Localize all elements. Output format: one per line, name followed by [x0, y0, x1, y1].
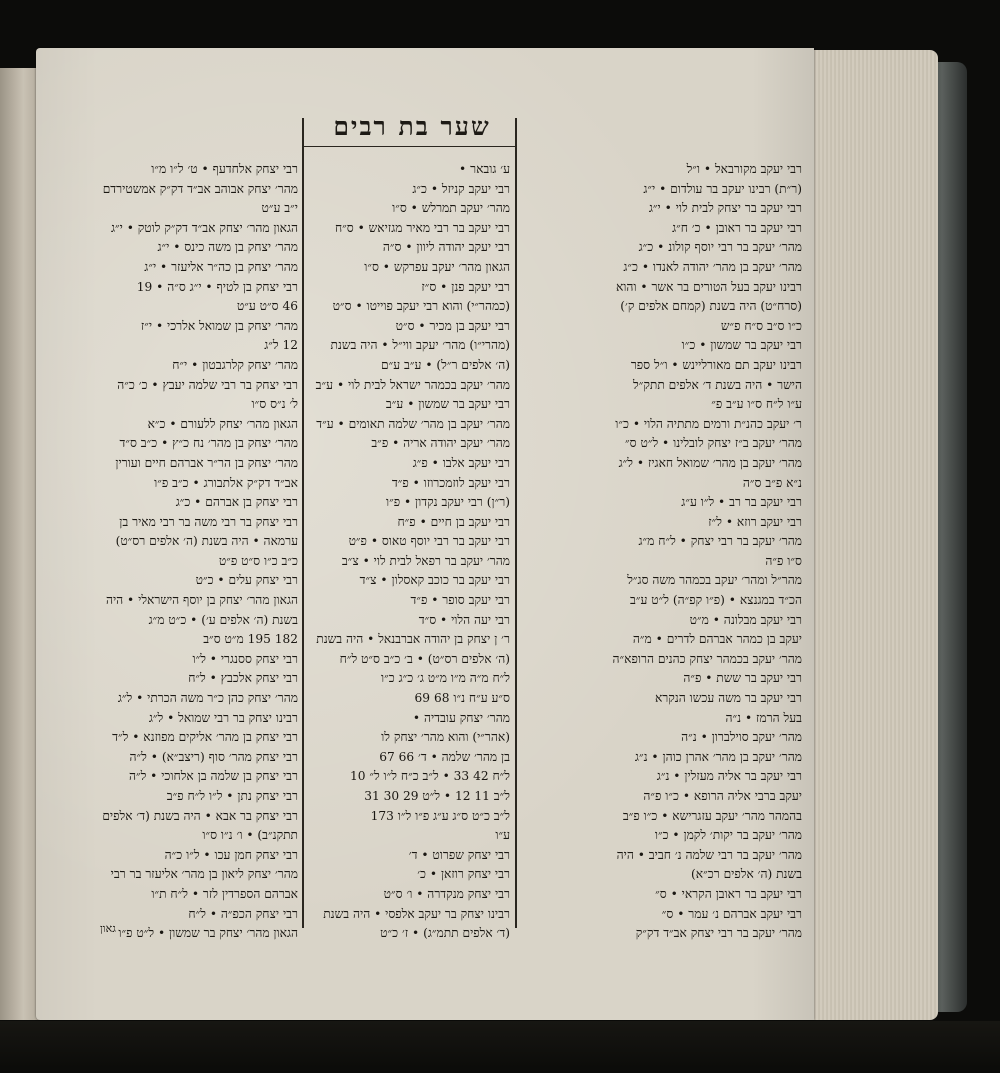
page-title: שער בת רבים — [333, 112, 491, 141]
index-entry: רבי יצחק עלים • כ״ט — [195, 573, 298, 588]
index-entry: ע׳ גובאר • — [459, 162, 510, 176]
index-entry: רבי יצחק בר אבא • היה בשנת (ד׳ אלפים — [102, 808, 298, 823]
index-entry: 182 195 מ״ט ס״ב — [203, 632, 298, 647]
index-column-middle — [310, 160, 510, 944]
index-entry: מהר׳ יעקב ב״ז יצחק לובלינו • ל״ט ס״ — [625, 436, 802, 451]
index-entry: מהר׳ יעקב בן מהר׳ שמואל חאגיז • ל״ג — [618, 455, 802, 470]
index-entry: (ה׳ אלפים רס״ט) • ב׳ כ״ב ס״ט ל״ח — [339, 651, 510, 666]
index-entry: י״ב ע״ט — [261, 201, 298, 216]
index-entry: רבינו יעקב תם מאורליינש • ו״ל ספר — [630, 357, 802, 372]
index-entry: ל׳ נ״ס ס״ו — [251, 397, 298, 412]
index-entry: רבי יצחק נתן • ל״ו ל״ח פ״ב — [166, 789, 298, 803]
index-entry: מהר׳ יצחק בן שמואל אלרכי • י״ז — [140, 318, 298, 333]
index-entry: מהר׳ יעקב בכמהר ישראל לבית לוי • ע״ב — [315, 377, 510, 392]
index-entry: רבי יעקב מבלונה • מ״ט — [689, 612, 802, 627]
index-entry: מהר׳ יעקב בר רפאל לבית לוי • צ״ב — [341, 553, 510, 568]
index-entry: מהר׳ יעקב בן מהר׳ יהודה לאנדו • כ״ג — [623, 259, 802, 274]
index-entry: מהר׳ יצחק בן כה״ר אליעזר • י״ג — [144, 259, 298, 274]
index-entry: כ״ו ס״ב ס״ח פ״ש — [720, 318, 802, 333]
index-entry: רבי יעקב בר רבי יוסף טאוס • פ״ט — [348, 534, 510, 549]
index-entry: רבי יצחק בן לטיף • י״ג ס״ה • 19 — [136, 279, 298, 294]
table-surface — [0, 1021, 1000, 1073]
index-entry: מהר׳ יעקב בר רבי שלמה נ׳ חביב • היה — [616, 847, 802, 862]
index-entry: ר׳ ן יצחק בן יהודה אברבנאל • היה בשנת — [316, 632, 510, 647]
index-entry: מהר׳ יצחק בן מהר׳ נח כ״ץ • כ״ב ס״ד — [119, 436, 298, 451]
index-entry: רבי יעקב בר שמשון • כ״ו — [681, 338, 802, 353]
title-rule — [302, 146, 517, 147]
index-entry: רבי יצחק מהר׳ סוף (ריצב״א) • ל״ה — [129, 749, 298, 764]
index-entry: רבי יצחק חמן עכו • ל״ו כ״ה — [164, 847, 298, 862]
index-entry: רבי יעקב בן חיים • פ״ח — [397, 514, 510, 529]
index-entry: ס״ו פ״ה — [765, 553, 802, 568]
index-entry: מהר׳ יעקב בן מהר׳ שלמה תאומים • ע״ד — [316, 416, 510, 431]
index-entry: ל״ב 11 12 • ל״ט 29 30 31 — [364, 789, 510, 803]
index-entry: אברהם הספרדין לזר • ל״ח ת״ו — [151, 886, 298, 901]
index-entry: תתקנ״ב) • ו׳ נ״ו ס״ו — [202, 828, 298, 843]
index-entry: רבי יעקב יהודה ליוון • ס״ה — [382, 240, 510, 255]
index-entry: הגאון מהר׳ יצחק בן יוסף הישראלי • היה — [105, 593, 298, 608]
index-entry: מהר׳ יצחק כהן כ״ר משה הכרתי • ל״ג — [117, 691, 298, 706]
index-entry: מהר׳ יעקב בר רבי יוסף קולונ • כ״ג — [638, 240, 802, 255]
index-entry: ע״ו — [495, 828, 510, 843]
index-entry: יעקב בן כמהר אברהם לדרים • מ״ה — [632, 632, 802, 647]
index-entry: מהר׳ יעקב תמרלש • ס״ו — [392, 201, 510, 216]
index-entry: בשנת (ה׳ אלפים ע׳) • כ״ט מ״ג — [148, 612, 298, 627]
index-entry: רבי יעקב בר רב • ל״ו ע״ג — [681, 495, 802, 510]
index-entry: רבי יעקב אברהם נ׳ עמר • ס״ — [661, 906, 802, 921]
index-entry: ל״ח מ״ה מ״ו מ״ט ג׳ כ״ג כ״ו — [381, 671, 510, 686]
index-entry: רבי יעקב בר ראובן הקראי • ס״ — [655, 886, 802, 901]
index-entry: מהר׳ יעקב בר יקות׳ לקמן • כ״ו — [654, 828, 802, 843]
index-entry: רבינו יצחק בר רבי שמואל • ל״ג — [148, 710, 298, 725]
index-entry: נ״א פ״ב ס״ה — [742, 475, 802, 490]
previous-page-edge — [0, 68, 40, 1020]
index-entry: רבי יצחק מנקדרה • ו׳ ס״ט — [383, 886, 510, 901]
index-entry: (ה׳ אלפים ר״ל) • ע״ב ע״ם — [381, 357, 510, 372]
index-entry: אב״ד דק״ק אלתבורג • כ״ב פ״ו — [154, 475, 298, 490]
index-entry: מהר׳ יעקב סוילברון • נ״ה — [681, 730, 802, 745]
index-entry: רבי יצחק אלכבץ • ל״ח — [188, 671, 298, 686]
index-entry: מהר׳ יעקב בר רבי יצחק • ל״ח מ״ג — [638, 534, 802, 549]
index-entry: רבי יעקב בר ראובן • כ׳ ח״ג — [672, 220, 802, 235]
index-entry: הישר • היה בשנת ד׳ אלפים תתק״ל — [633, 377, 802, 392]
index-entry: בן מהר׳ שלמה • ד׳ 66 67 — [379, 749, 510, 764]
index-entry: (אהר״י) והוא מהר׳ יצחק לו — [381, 730, 510, 745]
index-entry: הגאון מהר׳ יצחק ללעורם • כ״א — [147, 416, 298, 431]
index-entry: ר׳ יעקב כהנ״ת ורמים מתתיה הלוי • כ״ו — [615, 416, 802, 431]
catchword: גאון — [100, 922, 116, 935]
index-entry: הגאון מהר׳ יצחק אב״ד דק״ק לוטק • י״ג — [111, 220, 298, 235]
index-entry: ע״ו ל״ח ס״ו ע״ב פ״ — [711, 397, 802, 412]
index-entry: רבי יעקב סופר • פ״ד — [410, 593, 510, 608]
index-entry: בהמהר מהר׳ יעקב עזגרישא • כ״ו פ״ב — [622, 808, 802, 823]
index-entry: מהר׳ יצחק ליאון בן מהר׳ אליעזר בר רבי — [110, 867, 298, 882]
index-entry: רבי יעקב בר ששת • פ״ה — [683, 671, 802, 686]
index-entry: רבי יצחק הכפ״ה • ל״ח — [188, 906, 298, 921]
index-entry: רבינו יצחק בר יעקב אלפסי • היה בשנת — [323, 906, 510, 921]
index-entry: (ר״ן) רבי יעקב נקדון • פ״ו — [385, 495, 510, 510]
index-entry: מהר״ל ומהר׳ יעקב בכמהר משה סג״ל — [627, 573, 802, 588]
index-entry: 46 ס״ט ע״ט — [236, 299, 298, 314]
column-divider-right — [515, 118, 517, 928]
index-entry: רבי יעקב בר יצחק לבית לוי • י״ג — [648, 201, 802, 216]
index-entry: רבי יצחק אלחדעף • ט׳ ל״ו מ״ו — [151, 162, 298, 176]
index-entry: מהר׳ יצחק אבוהב אב״ד דק״ק אמשטירדם — [102, 181, 298, 196]
index-entry: רבי יעה הלוי • ס״ד — [418, 612, 510, 627]
index-entry: רבי יעקב בר רבי מאיר מגזיאש • ס״ח — [334, 220, 510, 235]
index-entry: מהר׳ יצחק בן הר״ר אברהם חיים ועורין — [115, 455, 298, 470]
column-divider-left — [302, 118, 304, 928]
index-entry: רבי יעקב בר כוכב קאסלון • צ״ד — [359, 573, 510, 588]
index-entry: מהר׳ יעקב יהודה אריה • פ״ב — [371, 436, 510, 451]
index-entry: רבי יצחק ססנגרי • ל״ו — [192, 651, 298, 666]
index-entry: כ״ב כ״ו ס״ט פ״ט — [218, 553, 298, 568]
index-entry: רבי יעקב אלבו • פ״ג — [412, 455, 510, 470]
index-entry: בעל הרמז • נ״ה — [725, 710, 802, 725]
index-entry: רבי יעקב לוזמכרוזו • פ״ד — [391, 475, 510, 490]
index-entry: רבי יצחק רוזאן • כ׳ — [417, 867, 510, 882]
index-entry: רבי יעקב פנן • ס״ז — [421, 279, 510, 294]
index-entry: הכ״ד במגנצא • (פ״ו קפ״ה) ל״ט ע״ב — [630, 593, 802, 608]
index-entry: רבי יעקב בר אליה מעזלין • נ״ג — [656, 769, 802, 784]
index-entry: 12 ל״ג — [264, 338, 298, 353]
index-entry: ס״ע ע״ח נ״ו 68 69 — [414, 691, 510, 706]
index-entry: רבי יעקב קניזל • כ״ג — [412, 181, 510, 196]
index-entry: רבי יצחק בן שלמה בן אלחוכי • ל״ה — [128, 769, 298, 784]
index-column-right — [522, 160, 802, 944]
index-entry: (סרח״ט) היה בשנת (קמחם אלפים ק׳) — [620, 299, 802, 314]
index-entry: (כמהר״י) והוא רבי יעקב פוייטו • ס״ט — [332, 299, 510, 314]
index-entry: רבי יצחק בן מהר׳ אליקים מפוזנא • ל״ד — [112, 730, 298, 745]
index-entry: רבי יצחק בר רבי משה בר רבי מאיר בן — [119, 514, 298, 529]
index-entry: ל״ב כ״ט ס״ג ע״ג פ״ו ל״ו 173 — [370, 808, 510, 823]
index-entry: (מהרי״ו) מהר׳ יעקב ווי״ל • היה בשנת — [330, 338, 510, 353]
page-stack-edge — [808, 50, 938, 1020]
index-entry: יעקב ברבי אליה הרופא • כ״ו פ״ה — [643, 789, 802, 803]
index-entry: מהר׳ יצחק בן משה כינס • י״ג — [157, 240, 298, 255]
index-entry: מהר׳ יעקב בר רבי יצחק אב״ד דק״ק — [635, 926, 802, 941]
index-entry: ל״ח 42 33 • ל״ב כ״ח ל״ו ל״ 10 — [349, 769, 510, 784]
index-entry: (ד׳ אלפים תתמ״ג) • ז׳ כ״ט — [380, 926, 510, 941]
index-column-left — [62, 160, 298, 944]
index-entry: הגאון מהר׳ יעקב עפרקש • ס״ו — [364, 259, 510, 274]
index-entry: רבי יעקב בן מכיר • ס״ט — [395, 318, 510, 333]
index-entry: רבי יעקב רוזא • ל״ז — [708, 514, 802, 529]
index-entry: ערמאה • היה בשנת (ה׳ אלפים רס״ט) — [115, 534, 298, 549]
index-entry: רבי יצחק בן אברהם • כ״ג — [175, 495, 298, 510]
index-entry: בשנת (ה׳ אלפים רכ״א) — [691, 867, 802, 882]
index-entry: (ר״ת) רבינו יעקב בר עולדום • י״ג — [643, 181, 802, 196]
index-entry: מהר׳ יצחק עובדיה • — [412, 710, 510, 725]
index-entry: מהר׳ יעקב בכמהר יצחק כהנים הרופא״ה — [612, 651, 802, 666]
index-entry: רבי יצחק בר רבי שלמה יעבץ • כ׳ כ״ה — [117, 377, 298, 392]
index-entry: רבי יצחק שפרוט • ד׳ — [408, 847, 510, 862]
index-entry: רבי יעקב בר משה עכשו הנקרא — [654, 691, 802, 706]
index-entry: מהר׳ יעקב בן מהר׳ אהרן כוהן • נ״ג — [634, 749, 802, 764]
index-entry: מהר׳ יצחק קלרגבטון • י״ח — [172, 357, 298, 372]
index-entry: רבי יעקב מקורבאל • ו״ל — [686, 162, 802, 176]
index-entry: רבי יעקב בר שמשון • ע״ב — [385, 397, 510, 412]
index-entry: רבינו יעקב בעל הטורים בר אשר • והוא — [615, 279, 802, 294]
index-entry: הגאון מהר׳ יצחק בר שמשון • ל״ט פ״ו — [118, 926, 298, 941]
